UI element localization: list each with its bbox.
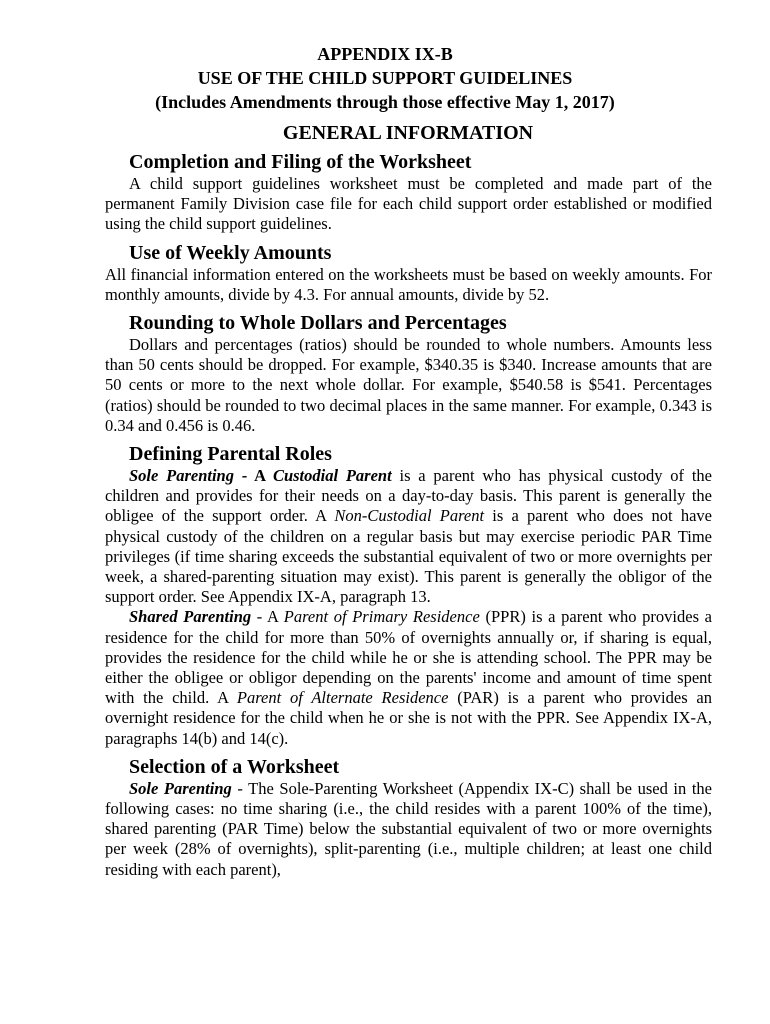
document-body (105, 150, 712, 886)
section-worksheet-selection (105, 755, 712, 880)
section-heading: Defining Parental Roles (129, 443, 332, 466)
appendix-label: APPENDIX IX-B (317, 44, 453, 64)
paragraph-text: (PAR) is a parent who provides an overnight residence for the child when he or she is not with the PPR. See Appendix IX-A, paragraphs 14(b) and 14(c). (105, 688, 712, 748)
ppr-term: Parent of Primary Residence (283, 607, 480, 627)
section-heading: Use of Weekly Amounts (129, 241, 332, 264)
section-completion-filing (105, 150, 712, 235)
document-title: USE OF THE CHILD SUPPORT GUIDELINES (197, 68, 573, 88)
section-paragraph (105, 779, 712, 880)
section-paragraph: All financial information entered on the worksheets must be based on weekly amounts. For monthly amounts, divide by 4.3. For annual amounts, divide by 52. (105, 264, 712, 304)
paragraph-text: - The Sole-Parenting Worksheet (Appendix IX-C) shall be used in the following cases: no time sharing (i.e., the child resides with a parent 100% of the time), shared parenting (PAR Time) below the substantial equivalent of two or more overnights per week (28% of overnights), split-parenting (i.e., multiple children; at least one child residing with each parent), (105, 778, 712, 879)
paragraph-text: is a parent who does not have physical custody of the children on a regular basis but may exercise periodic PAR Time privileges (if time sharing exceeds the substantial equivalent of two or more overnights per week, a shared-parenting situation may exist). This parent is generally the obligor of the support order. See Appendix IX-A, paragraph 13. (105, 506, 712, 607)
section-heading: Rounding to Whole Dollars and Percentages (129, 312, 507, 335)
paragraph-text: is a parent who has physical custody of the children and provides for their needs on a day-to-day basis. This parent is generally the obligee of the support order. A (105, 466, 712, 526)
section-heading: Completion and Filing of the Worksheet (129, 151, 472, 173)
non-custodial-parent-term: Non-Custodial Parent (334, 506, 485, 526)
shared-parenting-term: Shared Parenting (129, 607, 252, 627)
paragraph-text: (PPR) is a parent who provides a residence for the child for more than 50% of overnights annually or, if sharing is equal, provides the residence for the child while he or she is attending school. The PPR may be either the obligee or obligor depending on the parents' income and amount of time spent with the child. A (105, 607, 712, 708)
par-term: Parent of Alternate Residence (236, 688, 449, 708)
shared-parenting-paragraph (105, 607, 712, 748)
paragraph-text: - A (251, 607, 284, 627)
section-rounding (105, 311, 712, 436)
general-information-heading: GENERAL INFORMATION (282, 122, 534, 144)
custodial-parent-term: Custodial Parent (272, 466, 392, 486)
section-paragraph: Dollars and percentages (ratios) should be rounded to whole numbers. Amounts less than 50 cents should be dropped. For example, $340.35 is $340. Increase amounts that are 50 cents or more to the next whole dollar. For example, $540.58 is $541. Percentages (ratios) should be rounded to two decimal places in the same manner. For example, 0.343 is 0.34 and 0.456 is 0.46. (105, 335, 712, 435)
sole-parenting-paragraph (105, 466, 712, 607)
document-header (0, 42, 770, 114)
sole-parenting-term: Sole Parenting (129, 778, 232, 798)
document-subtitle: (Includes Amendments through those effective May 1, 2017) (155, 92, 615, 112)
section-heading: Selection of a Worksheet (129, 755, 340, 778)
section-paragraph: A child support guidelines worksheet must be completed and made part of the permanent Family Division case file for each child support order established or modified using the child support guidelines. (105, 174, 712, 234)
section-weekly-amounts (105, 241, 712, 305)
dash-text: - A (233, 466, 273, 486)
sole-parenting-term: Sole Parenting (129, 466, 234, 486)
section-parental-roles (105, 442, 712, 749)
